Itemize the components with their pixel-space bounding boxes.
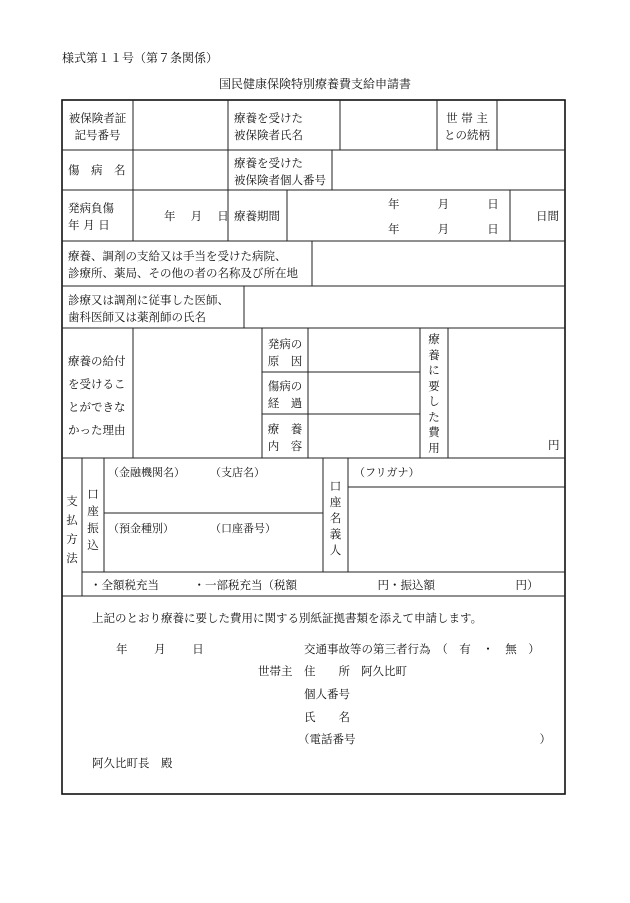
address-label: 住 所	[304, 664, 350, 678]
bank-transfer-label: 口 座 振 込	[87, 487, 99, 552]
period-days: 日間	[536, 209, 559, 223]
third-party-act: 交通事故等の第三者行為 （ 有 ・ 無 ）	[304, 642, 540, 656]
period-from: 年 月 日	[388, 197, 499, 211]
cost-yen: 円	[548, 438, 560, 452]
form-title: 国民健康保険特別療養費支給申請書	[218, 77, 411, 91]
application-statement: 上記のとおり療養に要した費用に関する別紙証拠書類を添えて申請します。	[92, 611, 483, 625]
reason-label: 療養の給付 を受けるこ とができな かった理由	[68, 354, 126, 437]
householder-label: 世帯主	[258, 664, 293, 678]
phone-number: （電話番号 ）	[298, 732, 551, 746]
practitioner-label: 診療又は調剤に従事した医師、 歯科医師又は薬剤師の氏名	[68, 293, 229, 324]
bank-name-label: （金融機関名）	[108, 466, 185, 479]
recipient-name-label: 療養を受けた 被保険者氏名	[234, 111, 303, 142]
form-number: 様式第１１号（第７条関係）	[62, 51, 219, 65]
name-label: 氏 名	[304, 710, 350, 724]
provider-label: 療養、調剤の支給又は手当を受けた病院、 診療所、薬局、その他の者の名称及び所在地	[68, 249, 298, 280]
tax-allocation-line: ・全額税充当 ・一部税充当（税額 円・振込額 円）	[90, 578, 539, 592]
application-date: 年 月 日	[116, 642, 204, 656]
payment-method-label: 支 払 方 法	[66, 494, 78, 565]
onset-date-label: 発病負傷 年 月 日	[68, 201, 114, 232]
onset-date-value: 年 月 日	[164, 209, 229, 223]
relation-label: 世 帯 主 との続柄	[444, 111, 490, 142]
cost-label: 療 養 に 要 し た 費 用	[428, 332, 440, 455]
account-number-label: （口座番号）	[210, 522, 276, 535]
progress-label: 傷病の 経 過	[267, 379, 303, 410]
recipient-id-label: 療養を受けた 被保険者個人番号	[234, 156, 326, 187]
id-number-label: 個人番号	[304, 687, 350, 701]
period-to: 年 月 日	[388, 222, 499, 236]
cause-label: 発病の 原 因	[267, 337, 303, 368]
content-label: 療 養 内 容	[267, 422, 303, 453]
deposit-type-label: （預金種別）	[108, 522, 174, 535]
address-value: 阿久比町	[361, 664, 407, 678]
period-label: 療養期間	[234, 209, 280, 223]
addressee: 阿久比町長 殿	[92, 756, 173, 770]
account-holder-label: 口 座 名 義 人	[329, 479, 342, 557]
insured-id-label: 被保険者証 記号番号	[68, 111, 127, 142]
furigana-label: （フリガナ）	[354, 466, 420, 479]
disease-name-label: 傷 病 名	[68, 163, 126, 177]
branch-name-label: （支店名）	[210, 466, 265, 479]
